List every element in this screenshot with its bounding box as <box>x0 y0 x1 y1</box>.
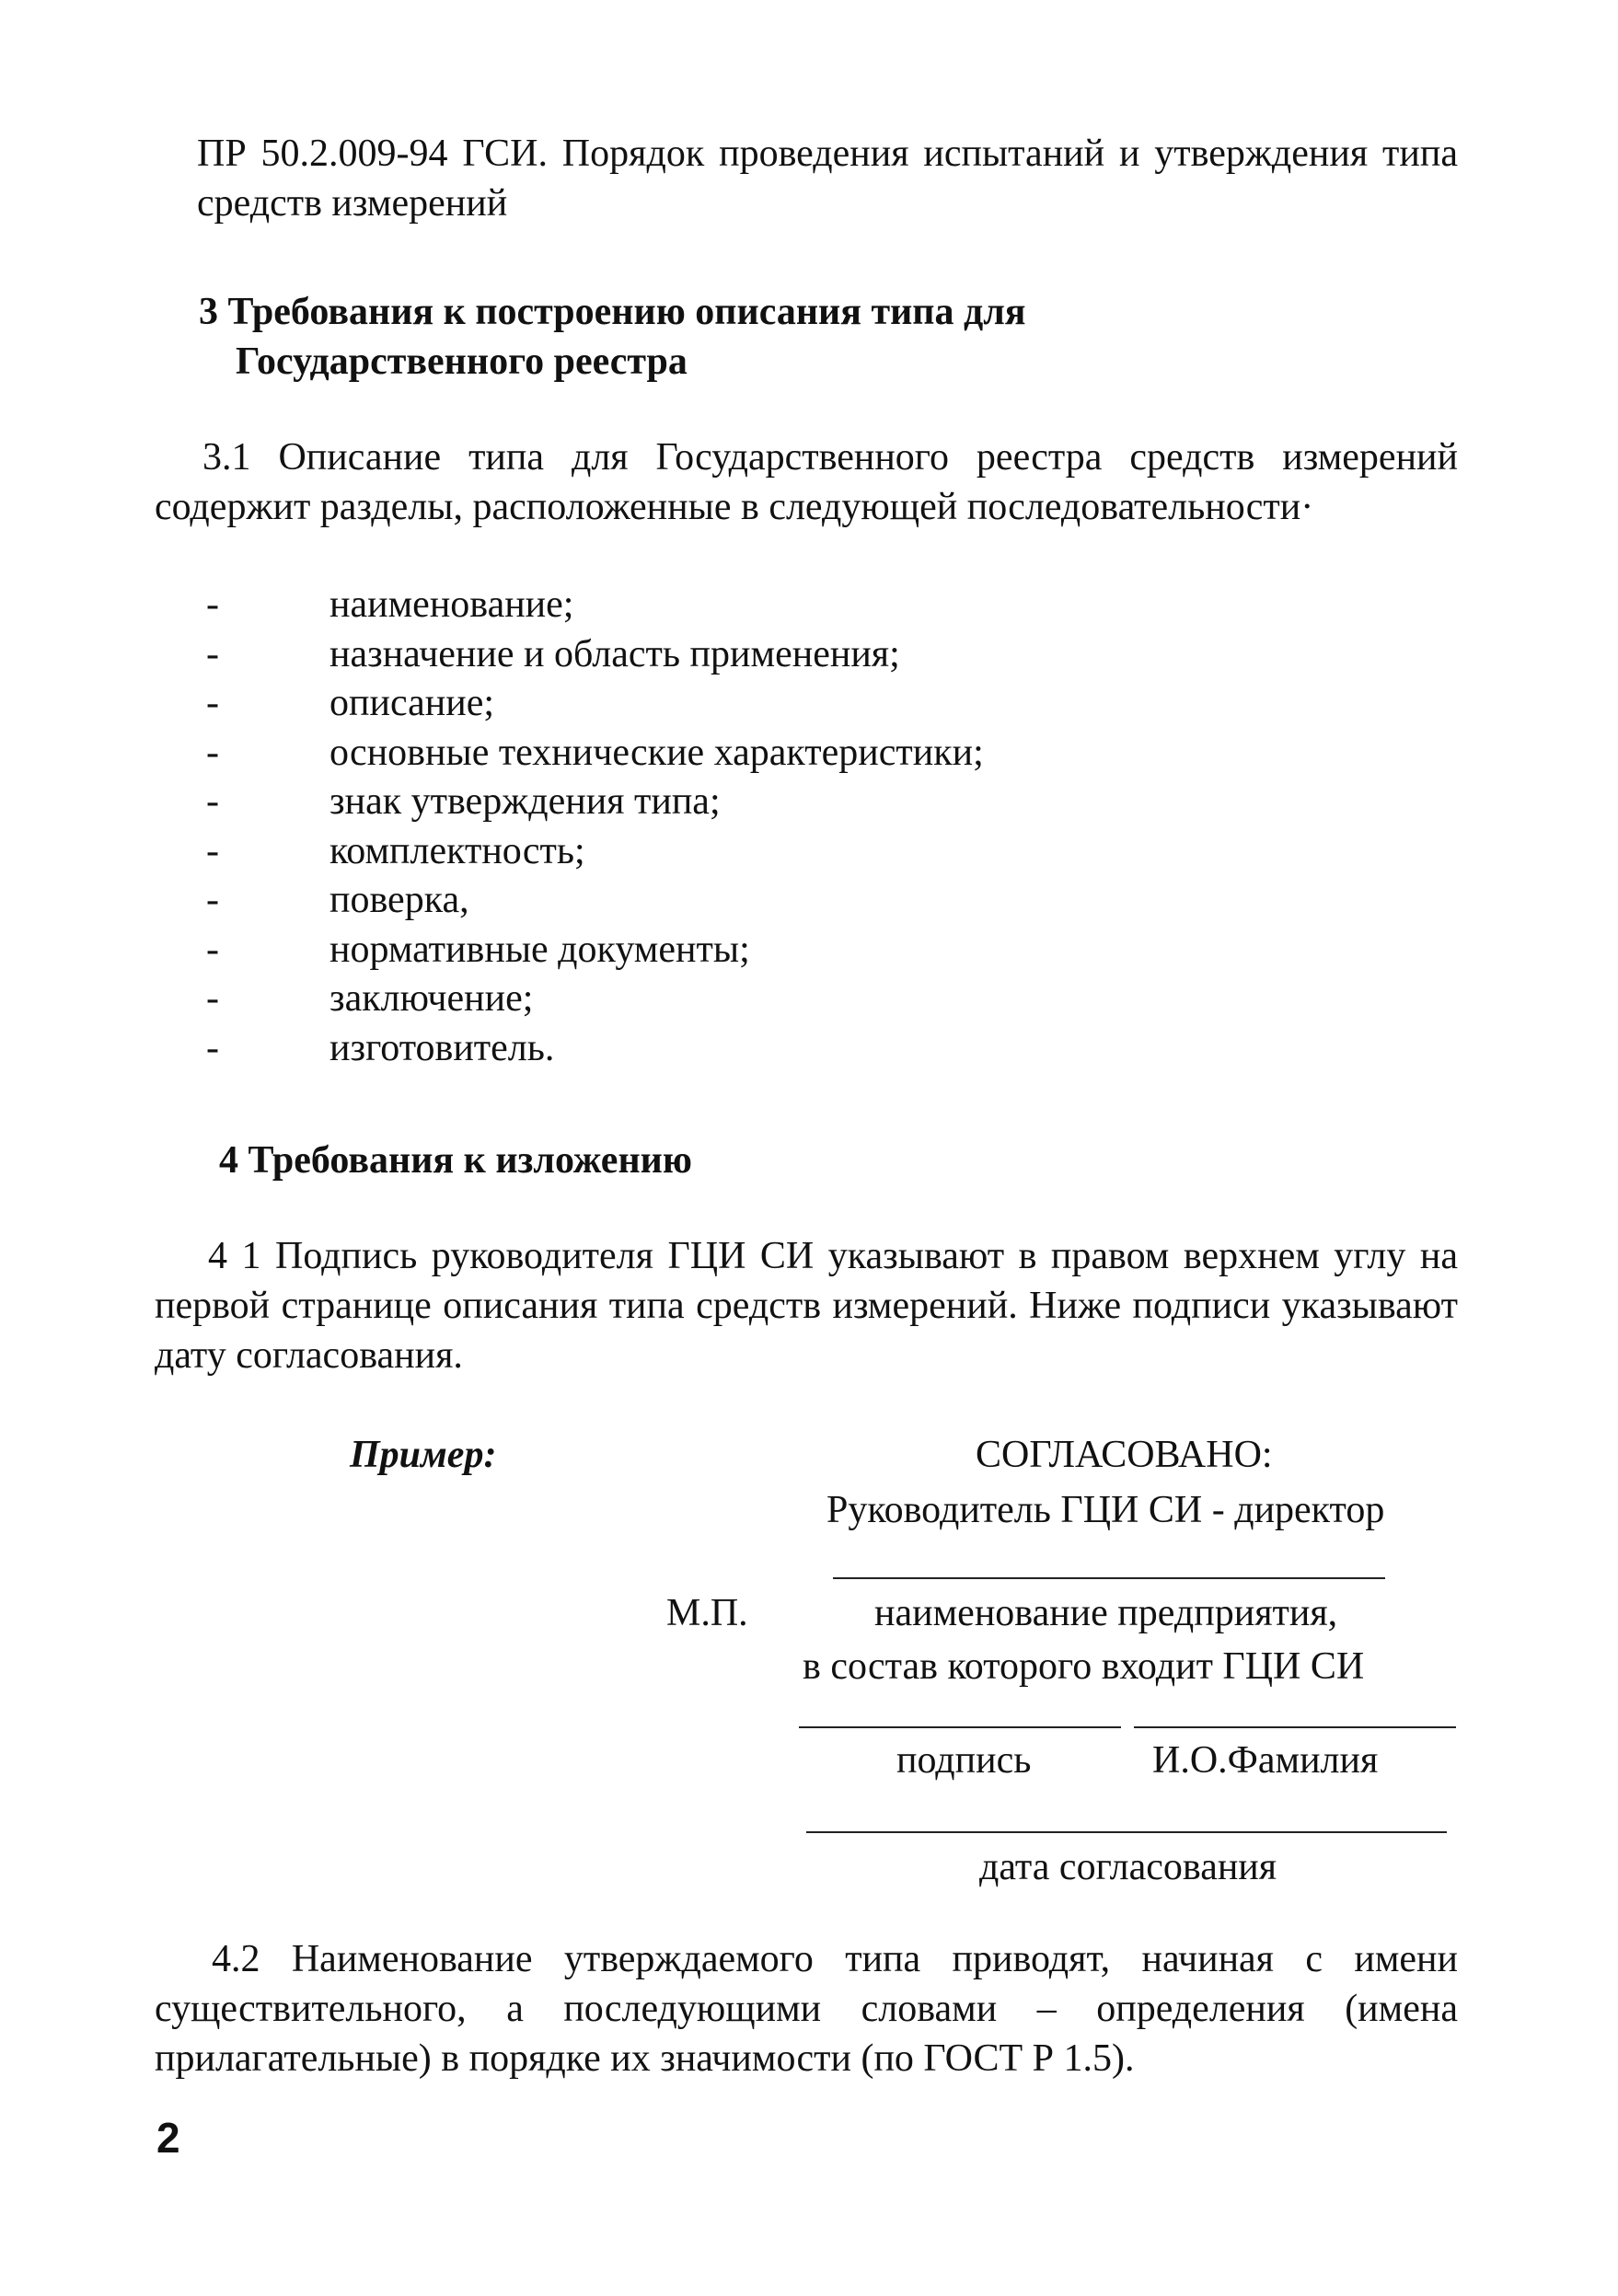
list-item-text: комплектность; <box>329 829 585 872</box>
list-item-text: знак утверждения типа; <box>329 780 721 823</box>
list-dash: - <box>206 780 219 823</box>
list-item <box>155 925 1259 975</box>
director-caption: Руководитель ГЦИ СИ - директор <box>826 1489 1385 1531</box>
paragraph-4-2-text: 4.2 Наименование утверждаемого типа приводят, начиная с имени существительного, а последующими словами – определения (имена прилагательные) в порядке их значимости (по ГОСТ Р 1.5). <box>155 1938 1458 2080</box>
list-item <box>155 629 1259 679</box>
list-item-text: основные технические характеристики; <box>329 731 984 774</box>
signature-underline <box>799 1726 1121 1728</box>
list-dash: - <box>206 632 219 675</box>
list-item-text: нормативные документы; <box>329 928 750 971</box>
section-4-heading: 4 Требования к изложению <box>219 1139 692 1182</box>
stamp-place-label: М.П. <box>666 1592 748 1634</box>
list-item <box>155 875 1259 925</box>
list-dash: - <box>206 731 219 774</box>
list-item-text: заключение; <box>329 977 534 1020</box>
list-dash: - <box>206 879 219 921</box>
signature-caption: подпись <box>896 1739 1032 1782</box>
list-item <box>155 974 1259 1023</box>
paragraph-4-1 <box>155 1231 1458 1380</box>
list-item <box>155 1023 1259 1073</box>
list-dash: - <box>206 682 219 724</box>
paragraph-4-1-text: 4 1 Подпись руководителя ГЦИ СИ указывают в правом верхнем углу на первой странице описания типа средств измерений. Ниже подписи указывают дату согласования. <box>155 1235 1458 1377</box>
organization-underline <box>833 1577 1385 1579</box>
full-name-underline <box>1134 1726 1456 1728</box>
list-dash: - <box>206 928 219 971</box>
page-number: 2 <box>156 2114 180 2162</box>
section-3-heading-line-1: 3 Требования к построению описания типа для <box>199 291 1026 333</box>
section-3-heading-line-2: Государственного реестра <box>236 340 688 383</box>
paragraph-3-1-text: 3.1 Описание типа для Государственного реестра средств измерений содержит разделы, расположенные в следующей последовательности· <box>155 436 1458 528</box>
agreement-date-caption: дата согласования <box>979 1846 1277 1888</box>
list-item <box>155 728 1259 778</box>
list-item <box>155 826 1259 876</box>
paragraph-3-1 <box>155 433 1458 532</box>
list-item-text: описание; <box>329 682 495 724</box>
organization-caption-continued: в состав которого входит ГЦИ СИ <box>803 1645 1365 1688</box>
list-item <box>155 777 1259 826</box>
list-dash: - <box>206 977 219 1020</box>
example-label: Пример: <box>350 1434 497 1476</box>
date-underline <box>806 1831 1447 1833</box>
list-item <box>155 580 1259 629</box>
agreed-caption: СОГЛАСОВАНО: <box>976 1434 1273 1476</box>
register-sections-list <box>155 580 1259 1072</box>
organization-name-caption: наименование предприятия, <box>874 1592 1338 1634</box>
list-item-text: поверка, <box>329 879 469 921</box>
list-item-text: изготовитель. <box>329 1026 555 1069</box>
list-dash: - <box>206 583 219 626</box>
paragraph-4-2 <box>155 1934 1458 2083</box>
full-name-caption: И.О.Фамилия <box>1152 1739 1379 1782</box>
list-item-text: назначение и область применения; <box>329 632 900 675</box>
list-item-text: наименование; <box>329 583 574 626</box>
list-dash: - <box>206 829 219 872</box>
list-item <box>155 678 1259 728</box>
list-dash: - <box>206 1026 219 1069</box>
reference-paragraph: ПР 50.2.009-94 ГСИ. Порядок проведения испытаний и утверждения типа средств измерений <box>197 133 1458 225</box>
